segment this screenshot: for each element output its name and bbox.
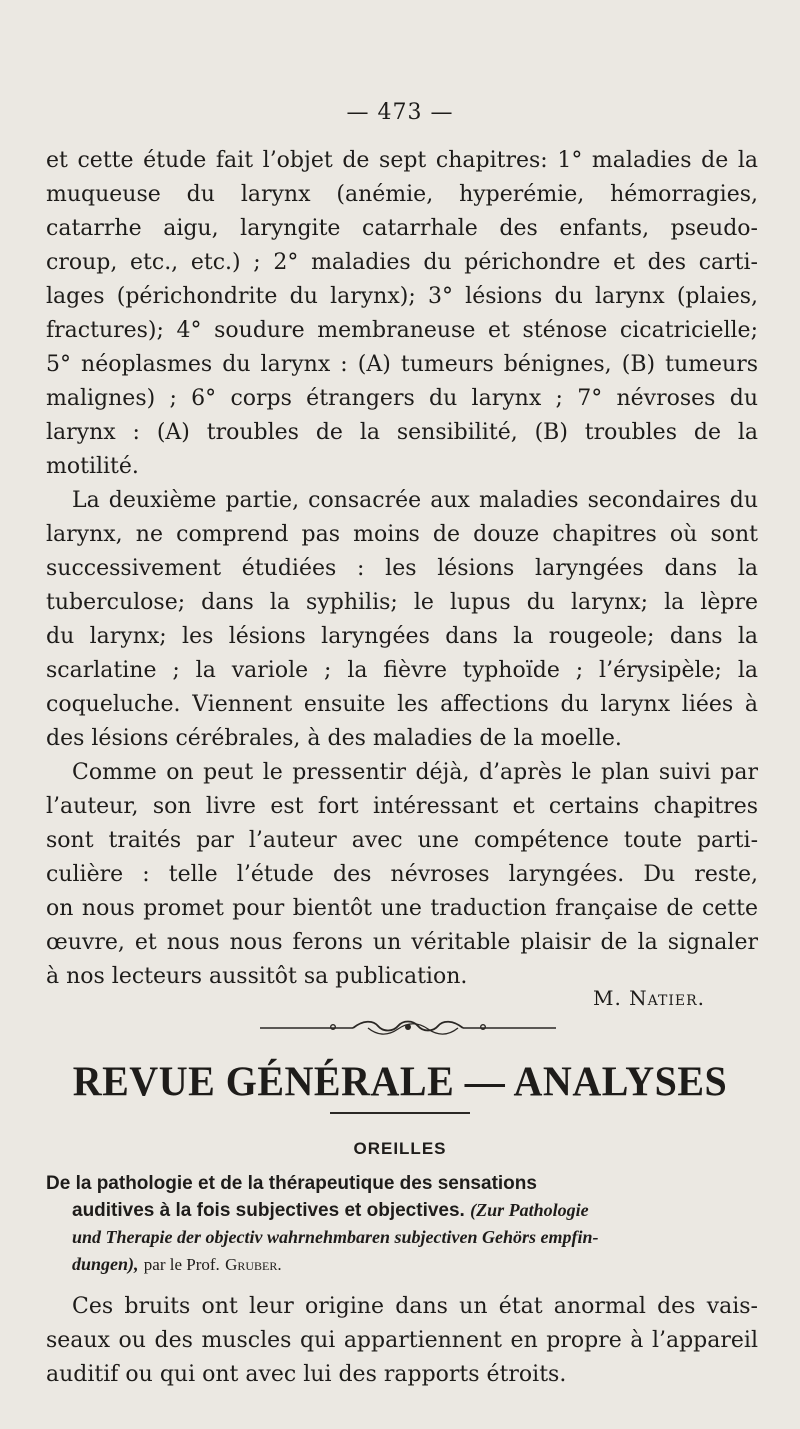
text-line: larynx : (A) troubles de la sensibilité, (B) troubles de la — [46, 420, 758, 445]
text-line: culière : telle l’étude des névroses laryngées. Du reste, — [46, 862, 758, 887]
title-underline — [330, 1112, 470, 1114]
text-line: fractures); 4° soudure membraneuse et sténose cicatricielle; — [46, 318, 758, 343]
text-line: et cette étude fait l’objet de sept chapitres: 1° maladies de la — [46, 148, 758, 173]
article-title — [46, 1170, 758, 1278]
text-line: catarrhe aigu, laryngite catarrhale des enfants, pseudo- — [46, 216, 758, 241]
text-line: sont traités par l’auteur avec une compétence toute parti- — [46, 828, 758, 853]
text-line: seaux ou des muscles qui appartiennent en propre à l’appareil — [46, 1328, 758, 1353]
paragraph-article-body — [46, 1290, 758, 1392]
article-title-line: De la pathologie et de la thérapeutique des sensations — [46, 1173, 537, 1194]
text-line: lages (périchondrite du larynx); 3° lésions du larynx (plaies, — [46, 284, 758, 309]
text-line: malignes) ; 6° corps étrangers du larynx ; 7° névroses du — [46, 386, 758, 411]
text-line: La deuxième partie, consacrée aux maladies secondaires du — [72, 488, 758, 513]
section-title: REVUE GÉNÉRALE — ANALYSES — [72, 1057, 728, 1106]
text-line: l’auteur, son livre est fort intéressant et certains chapitres — [46, 794, 758, 819]
text-line: des lésions cérébrales, à des maladies de la moelle. — [46, 726, 622, 751]
article-title-german: und Therapie der objectiv wahrnehmbaren subjectiven Gehörs empfin- — [72, 1227, 599, 1247]
article-title-line — [46, 1197, 758, 1224]
article-title-line — [46, 1251, 758, 1278]
text-line: œuvre, et nous nous ferons un véritable plaisir de la signaler — [46, 930, 758, 955]
text-line: on nous promet pour bientôt une traduction française de cette — [46, 896, 758, 921]
text-line: larynx, ne comprend pas moins de douze chapitres où sont — [46, 522, 758, 547]
article-title-german: dungen), — [72, 1254, 139, 1274]
text-line: motilité. — [46, 454, 139, 479]
text-line: Ces bruits ont leur origine dans un état anormal des vais- — [72, 1294, 758, 1319]
text-line: successivement étudiées : les lésions laryngées dans la — [46, 556, 758, 581]
text-line: muqueuse du larynx (anémie, hyperémie, hémorragies, — [46, 182, 758, 207]
text-line: Comme on peut le pressentir déjà, d’après le plan suivi par — [72, 760, 758, 785]
subsection-heading: OREILLES — [353, 1139, 447, 1158]
article-author-prefix: par le Prof. — [143, 1255, 220, 1274]
author-signature: M. Natier. — [592, 986, 705, 1010]
paragraph-second-part — [46, 484, 758, 756]
text-line: croup, etc., etc.) ; 2° maladies du périchondre et des carti- — [46, 250, 758, 275]
text-line: 5° néoplasmes du larynx : (A) tumeurs bénignes, (B) tumeurs — [46, 352, 758, 377]
text-line: tuberculose; dans la syphilis; le lupus du larynx; la lèpre — [46, 590, 758, 615]
text-line: coqueluche. Viennent ensuite les affections du larynx liées à — [46, 692, 758, 717]
paragraph-conclusion — [46, 756, 758, 994]
article-title-german: (Zur Pathologie — [470, 1200, 589, 1220]
ornament-divider-icon — [258, 1016, 558, 1038]
article-title-bold: auditives à la fois subjectives et objectives. — [72, 1200, 465, 1221]
text-line: à nos lecteurs aussitôt sa publication. — [46, 964, 468, 989]
text-line: scarlatine ; la variole ; la fièvre typhoïde ; l’érysipèle; la — [46, 658, 758, 683]
paragraph-chapters — [46, 144, 758, 484]
text-line: du larynx; les lésions laryngées dans la rougeole; dans la — [46, 624, 758, 649]
text-line: auditif ou qui ont avec lui des rapports étroits. — [46, 1362, 567, 1387]
article-author: Gruber. — [225, 1255, 282, 1274]
page-number: — 473 — — [346, 100, 454, 125]
